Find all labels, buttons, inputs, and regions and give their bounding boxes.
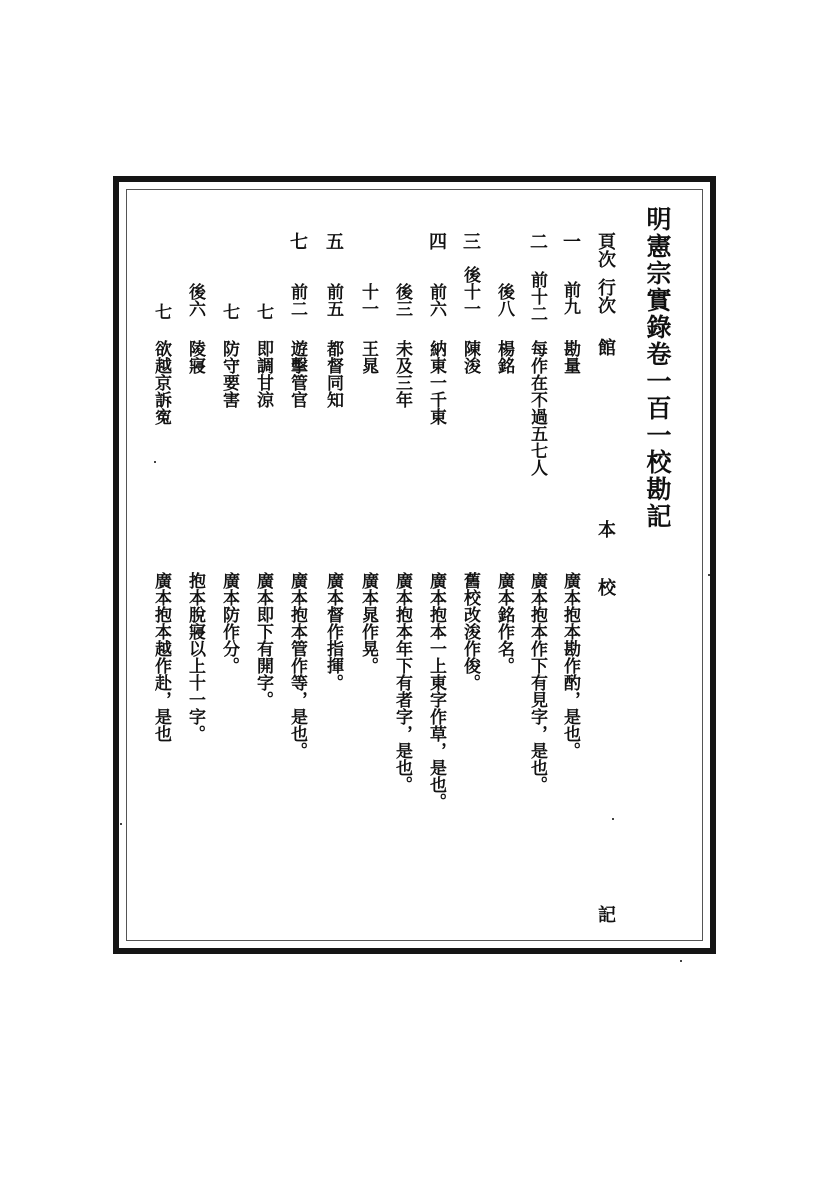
- header-page-label: 頁次: [595, 232, 616, 268]
- entry-page: 二: [527, 232, 548, 250]
- entry-page: 三: [460, 232, 481, 250]
- entry-text: 楊銘: [494, 340, 514, 374]
- entry-text: 勘量: [560, 340, 580, 374]
- scan-speck: [680, 960, 682, 962]
- scan-speck: [612, 818, 614, 820]
- entry-position: 前九: [560, 281, 580, 315]
- header-collation-label: 校: [595, 578, 616, 596]
- entry-note: 廣本督作指揮。: [323, 572, 343, 691]
- entry-text: 每作在不過五七人: [527, 340, 547, 476]
- entry-page: 七: [287, 232, 308, 250]
- entry-text: 欲越京訴寃: [151, 340, 171, 425]
- entry-position: 後六: [185, 283, 205, 317]
- entry-note: 廣本抱本越作赴，是也: [151, 572, 171, 742]
- entry-position: 前六: [426, 283, 446, 317]
- entry-note: 廣本抱本一上東字作草，是也。: [426, 572, 446, 810]
- entry-position: 後三: [392, 283, 412, 317]
- entry-note: 廣本抱本勘作酌，是也。: [560, 572, 580, 759]
- entry-position: 後十一: [460, 266, 480, 317]
- entry-position: 七: [219, 303, 239, 320]
- entry-note: 廣本即下有開字。: [253, 572, 273, 708]
- scan-speck: [120, 823, 122, 825]
- entry-text: 未及三年: [392, 340, 412, 408]
- entry-text: 陳浚: [460, 340, 480, 374]
- entry-note: 廣本抱本作下有見字，是也。: [527, 572, 547, 793]
- entry-note: 廣本抱本年下有者字，是也。: [392, 572, 412, 793]
- page-inner-border: [126, 189, 703, 941]
- entry-position: 七: [151, 303, 171, 320]
- entry-position: 七: [253, 303, 273, 320]
- entry-position: 十一: [358, 283, 378, 317]
- scan-speck: [708, 574, 710, 576]
- entry-text: 納東一千東: [426, 340, 446, 425]
- entry-position: 前十二: [527, 271, 547, 322]
- header-line-label: 行次: [595, 278, 616, 314]
- entry-text: 遊擊管官: [287, 340, 307, 408]
- entry-note: 舊校改浚作俊。: [460, 572, 480, 691]
- header-notes-label: 記: [595, 905, 616, 923]
- entry-page: 四: [426, 232, 447, 250]
- entry-page: 一: [560, 232, 581, 250]
- header-text-label: 館: [595, 338, 616, 356]
- scan-speck: [154, 461, 156, 463]
- entry-text: 王晁: [358, 340, 378, 374]
- entry-position: 前五: [323, 283, 343, 317]
- entry-note: 廣本銘作名。: [494, 572, 514, 674]
- entry-text: 防守要害: [219, 340, 239, 408]
- entry-position: 後八: [494, 283, 514, 317]
- entry-text: 陵寢: [185, 340, 205, 374]
- entry-note: 抱本脫寢以上十一字。: [185, 572, 205, 742]
- header-source-label: 本: [595, 520, 616, 538]
- entry-note: 廣本防作分。: [219, 572, 239, 674]
- entry-note: 廣本晁作晃。: [358, 572, 378, 674]
- document-title: 明憲宗實錄卷一百一校勘記: [643, 206, 672, 530]
- entry-note: 廣本抱本管作等，是也。: [287, 572, 307, 759]
- entry-position: 前二: [287, 283, 307, 317]
- entry-text: 即調甘涼: [253, 340, 273, 408]
- entry-page: 五: [323, 232, 344, 250]
- entry-text: 都督同知: [323, 340, 343, 408]
